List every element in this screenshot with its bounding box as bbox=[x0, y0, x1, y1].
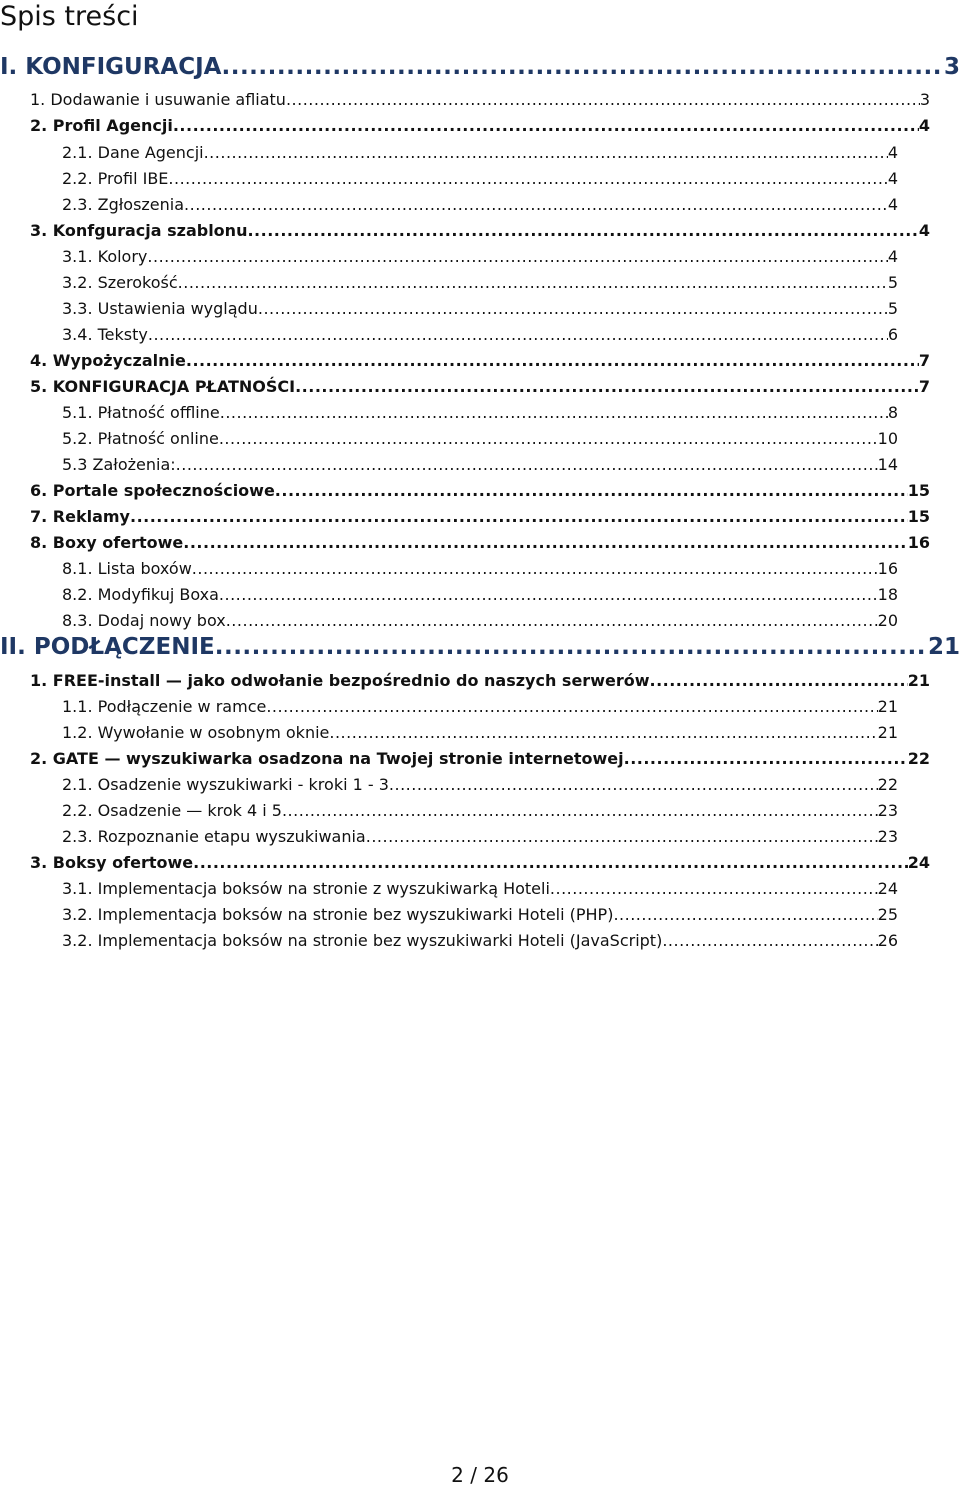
dot-leader bbox=[130, 504, 908, 530]
dot-leader bbox=[192, 556, 878, 582]
toc-entry-page: 4 bbox=[887, 195, 898, 214]
toc-entry[interactable] bbox=[30, 113, 930, 139]
toc-entry-label: 8.2. Modyfikuj Boxa bbox=[62, 585, 219, 604]
toc-entry-page: 26 bbox=[877, 931, 898, 950]
toc-entry-label: 2.3. Rozpoznanie etapu wyszukiwania bbox=[62, 827, 366, 846]
toc-entry[interactable] bbox=[62, 720, 898, 746]
dot-leader bbox=[389, 772, 878, 798]
dot-leader bbox=[295, 374, 919, 400]
dot-leader bbox=[215, 632, 928, 662]
toc-entry-page: 21 bbox=[877, 723, 898, 742]
toc-entry[interactable] bbox=[30, 746, 930, 772]
toc-entry-label: 1.2. Wywołanie w osobnym oknie bbox=[62, 723, 330, 742]
toc-entry-page: 4 bbox=[887, 169, 898, 188]
toc-entry-label: 3. Konfguracja szablonu bbox=[30, 221, 248, 240]
toc-entry-label: 3.1. Kolory bbox=[62, 247, 148, 266]
toc-entry-page: 6 bbox=[887, 325, 898, 344]
dot-leader bbox=[366, 824, 878, 850]
dot-leader bbox=[173, 113, 919, 139]
toc-entry-page: 4 bbox=[887, 143, 898, 162]
toc-entry-label: 5. KONFIGURACJA PŁATNOŚCI bbox=[30, 377, 296, 396]
toc-entry-page: 16 bbox=[877, 559, 898, 578]
toc-entry[interactable] bbox=[62, 400, 898, 426]
toc-entry-page: 15 bbox=[907, 481, 930, 500]
dot-leader bbox=[266, 694, 877, 720]
dot-leader bbox=[219, 426, 878, 452]
toc-entry[interactable] bbox=[62, 798, 898, 824]
toc-entry[interactable] bbox=[62, 166, 898, 192]
toc-entry-page: 25 bbox=[877, 905, 898, 924]
toc-entry[interactable] bbox=[30, 530, 930, 556]
toc-entry-label: II. PODŁĄCZENIE bbox=[0, 634, 215, 660]
toc-entry[interactable] bbox=[30, 87, 930, 113]
toc-entry-label: 3.2. Implementacja boksów na stronie bez wyszukiwarki Hoteli (JavaScript) bbox=[62, 931, 663, 950]
toc-entry-label: 1.1. Podłączenie w ramce bbox=[62, 697, 267, 716]
toc-entry[interactable] bbox=[62, 244, 898, 270]
toc-entry-page: 20 bbox=[877, 611, 898, 630]
toc-entry-label: I. KONFIGURACJA bbox=[0, 54, 222, 80]
dot-leader bbox=[613, 902, 877, 928]
toc-entry-page: 23 bbox=[877, 801, 898, 820]
toc-entry-page: 24 bbox=[877, 879, 898, 898]
dot-leader bbox=[147, 244, 887, 270]
toc-entry[interactable] bbox=[62, 452, 898, 478]
page-number: 2 / 26 bbox=[451, 1463, 509, 1487]
toc-entry-page: 23 bbox=[877, 827, 898, 846]
dot-leader bbox=[204, 140, 888, 166]
toc-entry[interactable] bbox=[30, 348, 930, 374]
toc-entry-label: 2.2. Osadzenie — krok 4 i 5 bbox=[62, 801, 282, 820]
toc-entry[interactable] bbox=[62, 426, 898, 452]
toc-entry[interactable] bbox=[62, 772, 898, 798]
toc-entry-page: 22 bbox=[877, 775, 898, 794]
dot-leader bbox=[258, 296, 888, 322]
toc-entry-label: 4. Wypożyczalnie bbox=[30, 351, 186, 370]
toc-entry-page: 5 bbox=[887, 299, 898, 318]
dot-leader bbox=[226, 608, 878, 634]
toc-entry[interactable] bbox=[30, 374, 930, 400]
toc-entry[interactable] bbox=[62, 608, 898, 634]
toc-entry-page: 8 bbox=[887, 403, 898, 422]
toc-entry-label: 8. Boxy ofertowe bbox=[30, 533, 184, 552]
toc-entry-page: 21 bbox=[877, 697, 898, 716]
toc-entry[interactable] bbox=[30, 218, 930, 244]
toc-entry-page: 5 bbox=[887, 273, 898, 292]
toc-entry-label: 7. Reklamy bbox=[30, 507, 130, 526]
toc-entry-label: 3.2. Implementacja boksów na stronie bez wyszukiwarki Hoteli (PHP) bbox=[62, 905, 614, 924]
dot-leader bbox=[286, 87, 920, 113]
toc-heading: Spis treści bbox=[0, 1, 139, 32]
toc-entry-page: 4 bbox=[918, 116, 930, 135]
dot-leader bbox=[183, 530, 907, 556]
toc-entry[interactable] bbox=[30, 504, 930, 530]
toc-entry-page: 3 bbox=[919, 90, 930, 109]
dot-leader bbox=[219, 582, 878, 608]
dot-leader bbox=[186, 348, 919, 374]
dot-leader bbox=[282, 798, 878, 824]
toc-entry-label: 8.1. Lista boxów bbox=[62, 559, 192, 578]
toc-entry[interactable] bbox=[62, 140, 898, 166]
dot-leader bbox=[220, 400, 888, 426]
dot-leader bbox=[624, 746, 908, 772]
toc-entry-page: 18 bbox=[877, 585, 898, 604]
toc-entry-label: 5.3 Założenia: bbox=[62, 455, 176, 474]
toc-entry[interactable] bbox=[30, 478, 930, 504]
toc-entry[interactable] bbox=[62, 582, 898, 608]
toc-entry-label: 2.2. Profil IBE bbox=[62, 169, 169, 188]
toc-entry-page: 21 bbox=[927, 634, 960, 660]
dot-leader bbox=[275, 478, 908, 504]
dot-leader bbox=[176, 452, 878, 478]
toc-entry[interactable] bbox=[62, 192, 898, 218]
toc-entry-page: 3 bbox=[943, 54, 960, 80]
toc-entry-label: 2. Profil Agencji bbox=[30, 116, 173, 135]
toc-entry-label: 1. Dodawanie i usuwanie afliatu bbox=[30, 90, 286, 109]
toc-entry[interactable] bbox=[62, 296, 898, 322]
toc-entry-page: 16 bbox=[907, 533, 930, 552]
toc-entry[interactable] bbox=[0, 52, 960, 82]
dot-leader bbox=[193, 850, 908, 876]
dot-leader bbox=[649, 668, 907, 694]
dot-leader bbox=[148, 322, 888, 348]
toc-entry-label: 3.3. Ustawienia wyglądu bbox=[62, 299, 258, 318]
dot-leader bbox=[168, 166, 887, 192]
toc-entry-label: 3. Boksy ofertowe bbox=[30, 853, 194, 872]
dot-leader bbox=[178, 270, 888, 296]
toc-entry[interactable] bbox=[30, 850, 930, 876]
toc-entry-page: 10 bbox=[877, 429, 898, 448]
toc-entry[interactable] bbox=[62, 902, 898, 928]
toc-entry-page: 22 bbox=[907, 749, 930, 768]
dot-leader bbox=[184, 192, 888, 218]
toc-entry-page: 24 bbox=[907, 853, 930, 872]
dot-leader bbox=[221, 52, 944, 82]
toc-entry-page: 7 bbox=[918, 377, 930, 396]
toc-entry-page: 4 bbox=[918, 221, 930, 240]
toc-entry[interactable] bbox=[62, 928, 898, 954]
toc-entry[interactable] bbox=[30, 668, 930, 694]
toc-entry-label: 8.3. Dodaj nowy box bbox=[62, 611, 226, 630]
toc-entry[interactable] bbox=[62, 322, 898, 348]
dot-leader bbox=[329, 720, 877, 746]
toc-entry-label: 2.1. Dane Agencji bbox=[62, 143, 204, 162]
dot-leader bbox=[662, 928, 877, 954]
toc-entry-label: 2.1. Osadzenie wyszukiwarki - kroki 1 - 3 bbox=[62, 775, 389, 794]
dot-leader bbox=[550, 876, 878, 902]
toc-entry[interactable] bbox=[62, 876, 898, 902]
toc-entry-label: 6. Portale społecznościowe bbox=[30, 481, 275, 500]
toc-entry-page: 21 bbox=[907, 671, 930, 690]
toc-entry-page: 14 bbox=[877, 455, 898, 474]
toc-entry-label: 1. FREE-install — jako odwołanie bezpośrednio do naszych serwerów bbox=[30, 671, 650, 690]
toc-entry-label: 3.4. Teksty bbox=[62, 325, 148, 344]
toc-entry[interactable] bbox=[62, 824, 898, 850]
toc-entry[interactable] bbox=[62, 270, 898, 296]
toc-entry-label: 2.3. Zgłoszenia bbox=[62, 195, 185, 214]
toc-entry[interactable] bbox=[62, 556, 898, 582]
toc-entry-label: 2. GATE — wyszukiwarka osadzona na Twojej stronie internetowej bbox=[30, 749, 624, 768]
toc-entry-label: 3.1. Implementacja boksów na stronie z wyszukiwarką Hoteli bbox=[62, 879, 550, 898]
toc-entry-label: 5.2. Płatność online bbox=[62, 429, 219, 448]
dot-leader bbox=[247, 218, 918, 244]
toc-entry-page: 4 bbox=[887, 247, 898, 266]
toc-entry[interactable] bbox=[0, 632, 960, 662]
toc-entry-label: 5.1. Płatność offline bbox=[62, 403, 220, 422]
toc-entry-label: 3.2. Szerokość bbox=[62, 273, 178, 292]
toc-entry-page: 15 bbox=[907, 507, 930, 526]
toc-entry[interactable] bbox=[62, 694, 898, 720]
toc-entry-page: 7 bbox=[918, 351, 930, 370]
